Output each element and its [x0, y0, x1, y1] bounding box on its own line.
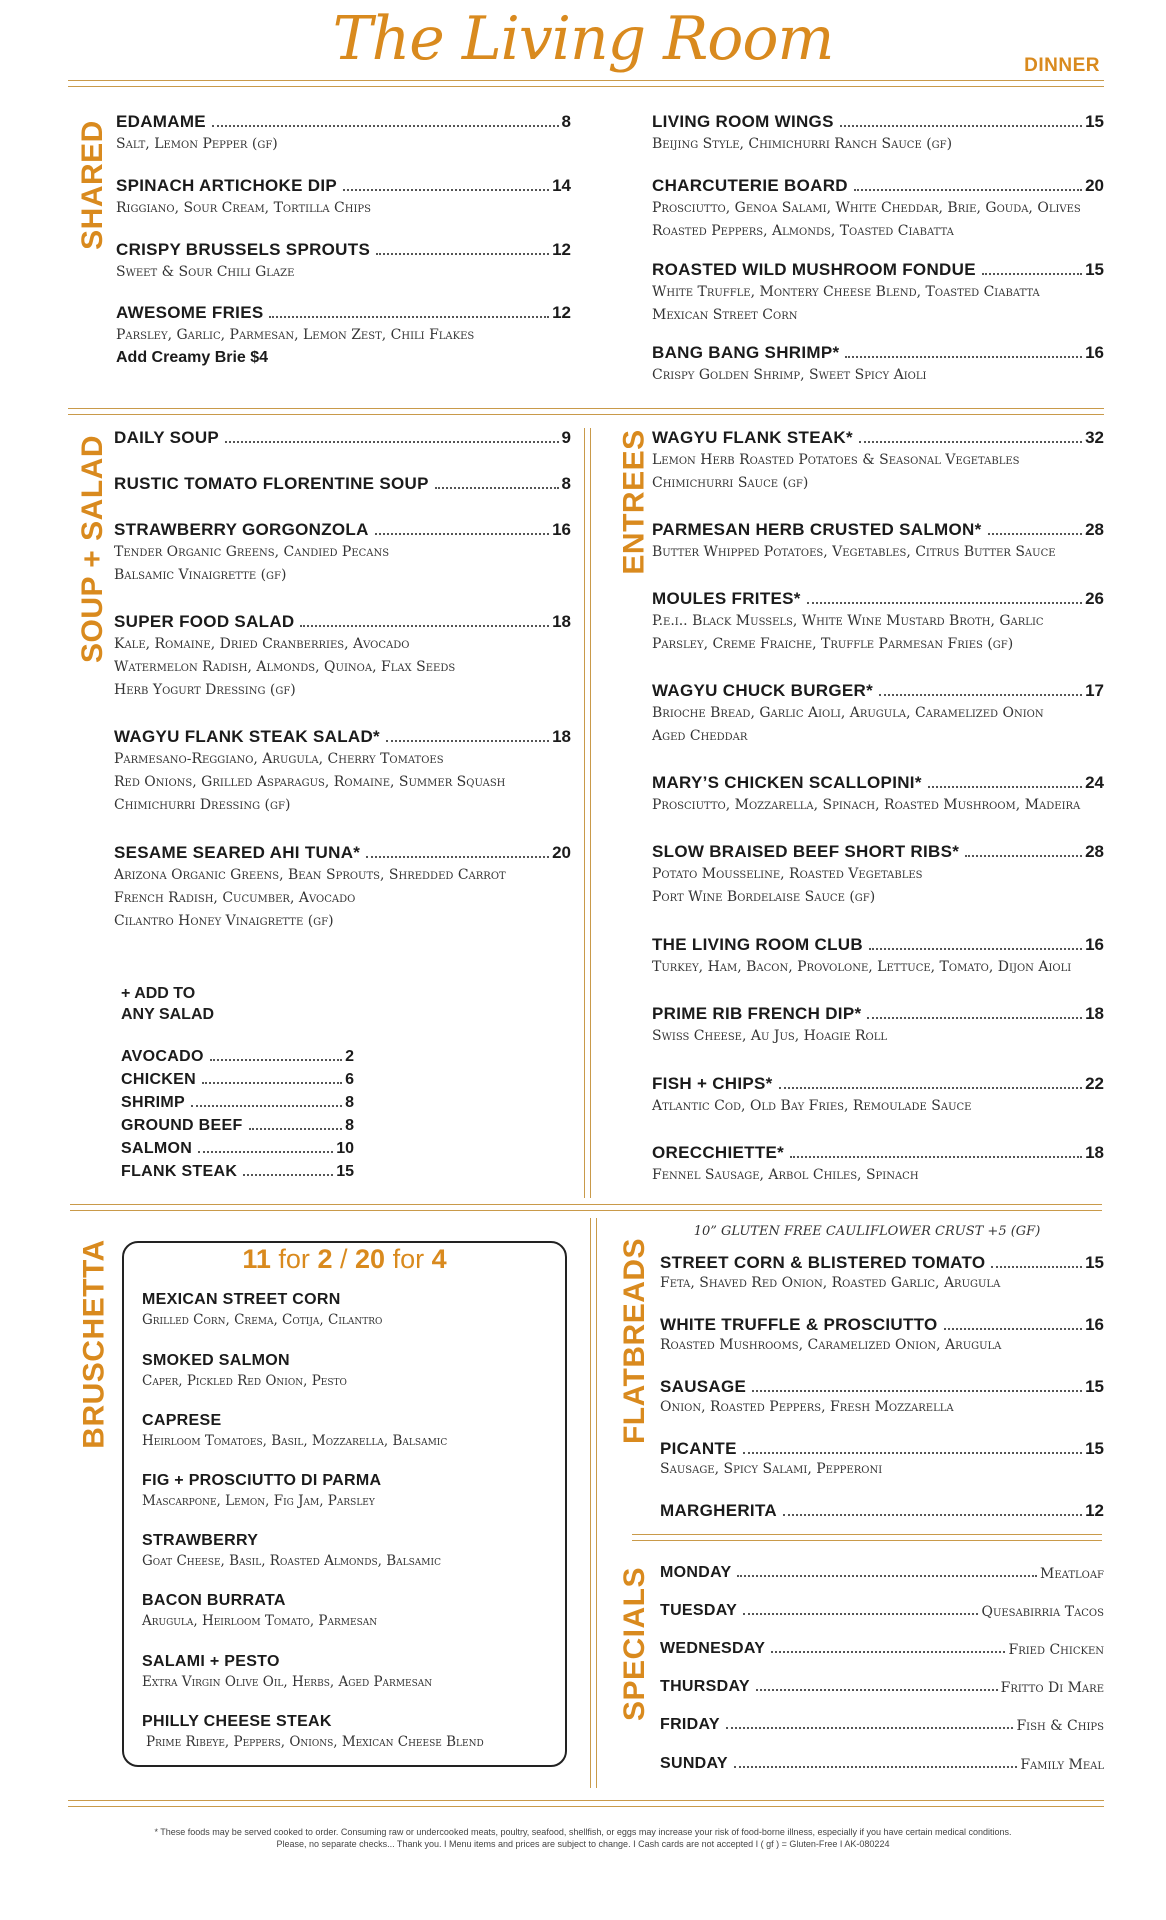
addon-item: FLANK STEAK 15	[121, 1163, 354, 1180]
item-description: Tender Organic Greens, Candied Pecans	[114, 544, 390, 560]
item-name: MARGHERITA	[660, 1501, 777, 1520]
item-price: 32	[1085, 428, 1104, 447]
item-name: CAPRESE	[142, 1412, 222, 1429]
header-divider	[68, 86, 1104, 87]
item-price: 18	[552, 612, 571, 631]
item-name: DAILY SOUP	[114, 428, 220, 447]
item-description: Cilantro Honey Vinaigrette (gf)	[114, 913, 334, 929]
special-day: WEDNESDAY	[660, 1640, 766, 1657]
menu-item	[114, 612, 571, 702]
item-price: 8	[561, 112, 571, 131]
section-title-entrees: ENTREES	[618, 429, 652, 575]
special-day: FRIDAY	[660, 1716, 720, 1733]
item-price: 24	[1085, 773, 1104, 792]
section-divider	[68, 414, 1104, 415]
item-name: CRISPY BRUSSELS SPROUTS	[116, 240, 371, 259]
item-name: SMOKED SALMON	[142, 1352, 290, 1369]
item-description: Grilled Corn, Crema, Cotija, Cilantro	[142, 1312, 383, 1328]
item-price: 20	[552, 843, 571, 862]
menu-item	[660, 1501, 1104, 1521]
item-description: Sweet & Sour Chili Glaze	[116, 264, 295, 280]
item-description: Prime Ribeye, Peppers, Onions, Mexican Cheese Blend	[146, 1734, 484, 1750]
special-row	[660, 1678, 1104, 1696]
item-name: CHARCUTERIE BOARD	[652, 176, 848, 195]
header-divider	[68, 80, 1104, 81]
menu-meal-label: DINNER	[1024, 55, 1100, 76]
item-description: Arizona Organic Greens, Bean Sprouts, Shredded Carrot	[114, 867, 506, 883]
special-dish: Fritto Di Mare	[1000, 1680, 1104, 1696]
gluten-free-crust-note: 10” GLUTEN FREE CAULIFLOWER CRUST +5 (GF)	[693, 1224, 1041, 1239]
item-description: Red Onions, Grilled Asparagus, Romaine, Summer Squash	[114, 774, 506, 790]
menu-item	[652, 935, 1104, 979]
column-divider	[596, 1218, 597, 1788]
item-name: SALAMI + PESTO	[142, 1653, 280, 1670]
item-addon-note: Add Creamy Brie $4	[116, 349, 269, 366]
item-description: Heirloom Tomatoes, Basil, Mozzarella, Balsamic	[142, 1433, 448, 1449]
flatbreads-divider	[632, 1534, 1102, 1535]
item-name: SPINACH ARTICHOKE DIP	[116, 176, 338, 195]
item-description: Atlantic Cod, Old Bay Fries, Remoulade Sauce	[652, 1098, 972, 1114]
menu-item	[114, 727, 571, 817]
menu-item	[116, 303, 571, 367]
item-name: SUPER FOOD SALAD	[114, 612, 295, 631]
item-price: 15	[1085, 1377, 1104, 1396]
menu-item	[652, 260, 1104, 327]
item-price: 15	[1085, 1439, 1104, 1458]
salad-addons-heading: + ADD TO ANY SALAD	[121, 985, 215, 1023]
item-name: THE LIVING ROOM CLUB	[652, 935, 863, 954]
special-dish: Quesabirria Tacos	[981, 1604, 1104, 1620]
special-row	[660, 1716, 1104, 1734]
item-name: WAGYU CHUCK BURGER*	[652, 681, 874, 700]
section-title-flatbreads: FLATBREADS	[618, 1237, 651, 1445]
item-description: Beijing Style, Chimichurri Ranch Sauce (gf)	[652, 136, 953, 152]
item-name: BACON BURRATA	[142, 1592, 286, 1609]
item-description: Chimichurri Dressing (gf)	[114, 797, 291, 813]
bruschetta-item	[142, 1291, 552, 1330]
item-price: 16	[1085, 343, 1104, 362]
item-name: WAGYU FLANK STEAK SALAD*	[114, 727, 380, 746]
item-description: Riggiano, Sour Cream, Tortilla Chips	[116, 200, 372, 216]
item-description: Prosciutto, Mozzarella, Spinach, Roasted Mushroom, Madeira	[652, 797, 1081, 813]
item-price: 8	[561, 474, 571, 493]
item-description: Onion, Roasted Peppers, Fresh Mozzarella	[660, 1399, 954, 1415]
menu-item	[652, 1074, 1104, 1118]
item-name: ROASTED WILD MUSHROOM FONDUE	[652, 260, 976, 279]
menu-item	[652, 428, 1104, 495]
addon-item: CHICKEN 6	[121, 1071, 354, 1088]
special-row	[660, 1755, 1104, 1773]
item-description: Parmesano-Reggiano, Arugula, Cherry Tomatoes	[114, 751, 444, 767]
item-price: 18	[1085, 1004, 1104, 1023]
item-description: Balsamic Vinaigrette (gf)	[114, 567, 287, 583]
menu-item	[660, 1253, 1104, 1293]
special-dish: Fried Chicken	[1008, 1642, 1104, 1658]
item-name: STRAWBERRY	[142, 1532, 259, 1549]
item-description: Goat Cheese, Basil, Roasted Almonds, Balsamic	[142, 1553, 441, 1569]
section-title-bruschetta: BRUSCHETTA	[78, 1239, 111, 1449]
special-day: TUESDAY	[660, 1602, 738, 1619]
item-price: 16	[1085, 1315, 1104, 1334]
menu-item	[652, 1004, 1104, 1048]
menu-item	[114, 474, 571, 494]
item-price: 26	[1085, 589, 1104, 608]
item-description: Sausage, Spicy Salami, Pepperoni	[660, 1461, 883, 1477]
special-dish: Family Meal	[1020, 1757, 1104, 1773]
flatbreads-divider	[632, 1540, 1102, 1541]
item-description: Chimichurri Sauce (gf)	[652, 475, 809, 491]
addon-item: SHRIMP 8	[121, 1094, 354, 1111]
item-price: 17	[1085, 681, 1104, 700]
item-description: Kale, Romaine, Dried Cranberries, Avocado	[114, 636, 410, 652]
item-description: Turkey, Ham, Bacon, Provolone, Lettuce, Tomato, Dijon Aioli	[652, 959, 1072, 975]
menu-item	[114, 520, 571, 587]
item-name: PICANTE	[660, 1439, 737, 1458]
item-description: Extra Virgin Olive Oil, Herbs, Aged Parmesan	[142, 1674, 433, 1690]
item-description: Prosciutto, Genoa Salami, White Cheddar, Brie, Gouda, Olives	[652, 200, 1081, 216]
item-price: 15	[1085, 1253, 1104, 1272]
item-description: Mascarpone, Lemon, Fig Jam, Parsley	[142, 1493, 375, 1509]
item-description: Aged Cheddar	[652, 728, 748, 744]
section-title-specials: SPECIALS	[618, 1566, 651, 1722]
menu-item	[652, 112, 1104, 156]
item-price: 15	[1085, 260, 1104, 279]
item-name: WAGYU FLANK STEAK*	[652, 428, 853, 447]
bruschetta-item	[142, 1713, 562, 1752]
special-row	[660, 1602, 1104, 1620]
special-dish: Fish & Chips	[1016, 1718, 1104, 1734]
item-name: STREET CORN & BLISTERED TOMATO	[660, 1253, 986, 1272]
menu-item	[652, 176, 1104, 243]
addon-item: GROUND BEEF 8	[121, 1117, 354, 1134]
item-description: Swiss Cheese, Au Jus, Hoagie Roll	[652, 1028, 887, 1044]
menu-item	[116, 240, 571, 284]
item-description: Port Wine Bordelaise Sauce (gf)	[652, 889, 876, 905]
item-name: PARMESAN HERB CRUSTED SALMON*	[652, 520, 982, 539]
item-price: 28	[1085, 842, 1104, 861]
menu-item	[116, 112, 571, 156]
section-title-shared: SHARED	[76, 120, 109, 250]
item-price: 16	[552, 520, 571, 539]
column-divider	[590, 1218, 591, 1788]
addon-item: SALMON 10	[121, 1140, 354, 1157]
section-divider	[68, 408, 1104, 409]
item-name: MEXICAN STREET CORN	[142, 1291, 341, 1308]
footer-disclaimer: * These foods may be served cooked to order. Consuming raw or undercooked meats, poultry, seafood, shellfish, or eggs may increase your risk of food-borne illness, especially if you have certain medical conditions. Please, no separate checks... Thank you. I Menu items and prices are subject to change. I Cash cards are not accepted I ( gf ) = Gluten-Free I AK-080224	[154, 1827, 1012, 1849]
item-price: 12	[552, 240, 571, 259]
item-price: 28	[1085, 520, 1104, 539]
item-description: Caper, Pickled Red Onion, Pesto	[142, 1373, 347, 1389]
menu-item	[114, 428, 571, 448]
footer-divider	[68, 1806, 1104, 1807]
column-divider	[590, 428, 591, 1198]
item-name: MOULES FRITES*	[652, 589, 801, 608]
item-description: Brioche Bread, Garlic Aioli, Arugula, Caramelized Onion	[652, 705, 1044, 721]
item-price: 20	[1085, 176, 1104, 195]
item-price: 9	[561, 428, 571, 447]
item-description: Salt, Lemon Pepper (gf)	[116, 136, 278, 152]
item-name: AWESOME FRIES	[116, 303, 264, 322]
special-row	[660, 1564, 1104, 1582]
menu-item	[116, 176, 571, 220]
item-description: P.e.i.. Black Mussels, White Wine Mustard Broth, Garlic	[652, 613, 1044, 629]
item-price: 15	[1085, 112, 1104, 131]
special-dish: Meatloaf	[1040, 1566, 1104, 1582]
item-name: PRIME RIB FRENCH DIP*	[652, 1004, 862, 1023]
item-description: Parsley, Creme Fraiche, Truffle Parmesan Fries (gf)	[652, 636, 1014, 652]
item-name: BANG BANG SHRIMP*	[652, 343, 840, 362]
item-name: RUSTIC TOMATO FLORENTINE SOUP	[114, 474, 429, 493]
footer-divider	[68, 1800, 1104, 1801]
section-title-soup-salad: SOUP + SALAD	[76, 435, 109, 663]
menu-item	[660, 1439, 1104, 1479]
item-description: Herb Yogurt Dressing (gf)	[114, 682, 296, 698]
menu-item	[652, 589, 1104, 656]
special-row	[660, 1640, 1104, 1658]
item-name: PHILLY CHEESE STEAK	[142, 1713, 332, 1730]
special-day: SUNDAY	[660, 1755, 728, 1772]
special-day: MONDAY	[660, 1564, 732, 1581]
item-price: 14	[552, 176, 571, 195]
bruschetta-offer: 11 for 2 / 20 for 4	[242, 1244, 447, 1274]
item-description: Crispy Golden Shrimp, Sweet Spicy Aioli	[652, 367, 927, 383]
item-description: Feta, Shaved Red Onion, Roasted Garlic, Arugula	[660, 1275, 1001, 1291]
bruschetta-item	[142, 1532, 552, 1571]
column-divider	[584, 428, 585, 1198]
bruschetta-item	[142, 1472, 552, 1511]
item-name: EDAMAME	[116, 112, 206, 131]
item-name: FIG + PROSCIUTTO DI PARMA	[142, 1472, 382, 1489]
addon-item: AVOCADO 2	[121, 1048, 354, 1065]
item-name: SESAME SEARED AHI TUNA*	[114, 843, 361, 862]
item-description: Lemon Herb Roasted Potatoes & Seasonal Vegetables	[652, 452, 1020, 468]
item-description: Watermelon Radish, Almonds, Quinoa, Flax Seeds	[114, 659, 456, 675]
item-description: Fennel Sausage, Arbol Chiles, Spinach	[652, 1167, 919, 1183]
item-name: ORECCHIETTE*	[652, 1143, 785, 1162]
item-description: Parsley, Garlic, Parmesan, Lemon Zest, Chili Flakes	[116, 327, 475, 343]
item-description: White Truffle, Montery Cheese Blend, Toasted Ciabatta	[652, 284, 1040, 300]
item-description: Butter Whipped Potatoes, Vegetables, Citrus Butter Sauce	[652, 544, 1056, 560]
item-description: Arugula, Heirloom Tomato, Parmesan	[142, 1613, 378, 1629]
section-divider	[70, 1204, 1102, 1205]
menu-item	[660, 1315, 1104, 1355]
menu-item	[652, 1143, 1104, 1187]
menu-item	[652, 681, 1104, 748]
item-name: STRAWBERRY GORGONZOLA	[114, 520, 369, 539]
item-description: French Radish, Cucumber, Avocado	[114, 890, 356, 906]
item-name: SLOW BRAISED BEEF SHORT RIBS*	[652, 842, 960, 861]
bruschetta-item	[142, 1653, 552, 1692]
item-description: Roasted Peppers, Almonds, Toasted Ciabatta	[652, 223, 954, 239]
item-price: 12	[552, 303, 571, 322]
item-price: 22	[1085, 1074, 1104, 1093]
bruschetta-item	[142, 1412, 552, 1451]
restaurant-logo-title: The Living Room	[332, 4, 834, 74]
item-name: WHITE TRUFFLE & PROSCIUTTO	[660, 1315, 938, 1334]
menu-item	[652, 520, 1104, 564]
bruschetta-item	[142, 1352, 552, 1391]
item-name: MARY’S CHICKEN SCALLOPINI*	[652, 773, 922, 792]
menu-item	[652, 773, 1104, 817]
menu-item	[652, 842, 1104, 909]
menu-item	[652, 343, 1104, 387]
bruschetta-item	[142, 1592, 552, 1631]
section-divider	[70, 1210, 1102, 1211]
item-description: Potato Mousseline, Roasted Vegetables	[652, 866, 923, 882]
item-description: Mexican Street Corn	[652, 307, 798, 323]
item-name: LIVING ROOM WINGS	[652, 112, 834, 131]
menu-item	[114, 843, 571, 933]
item-price: 18	[552, 727, 571, 746]
menu-item	[660, 1377, 1104, 1417]
special-day: THURSDAY	[660, 1678, 750, 1695]
item-price: 18	[1085, 1143, 1104, 1162]
item-name: SAUSAGE	[660, 1377, 747, 1396]
item-description: Roasted Mushrooms, Caramelized Onion, Arugula	[660, 1337, 1002, 1353]
item-name: FISH + CHIPS*	[652, 1074, 773, 1093]
item-price: 16	[1085, 935, 1104, 954]
item-price: 12	[1085, 1501, 1104, 1520]
